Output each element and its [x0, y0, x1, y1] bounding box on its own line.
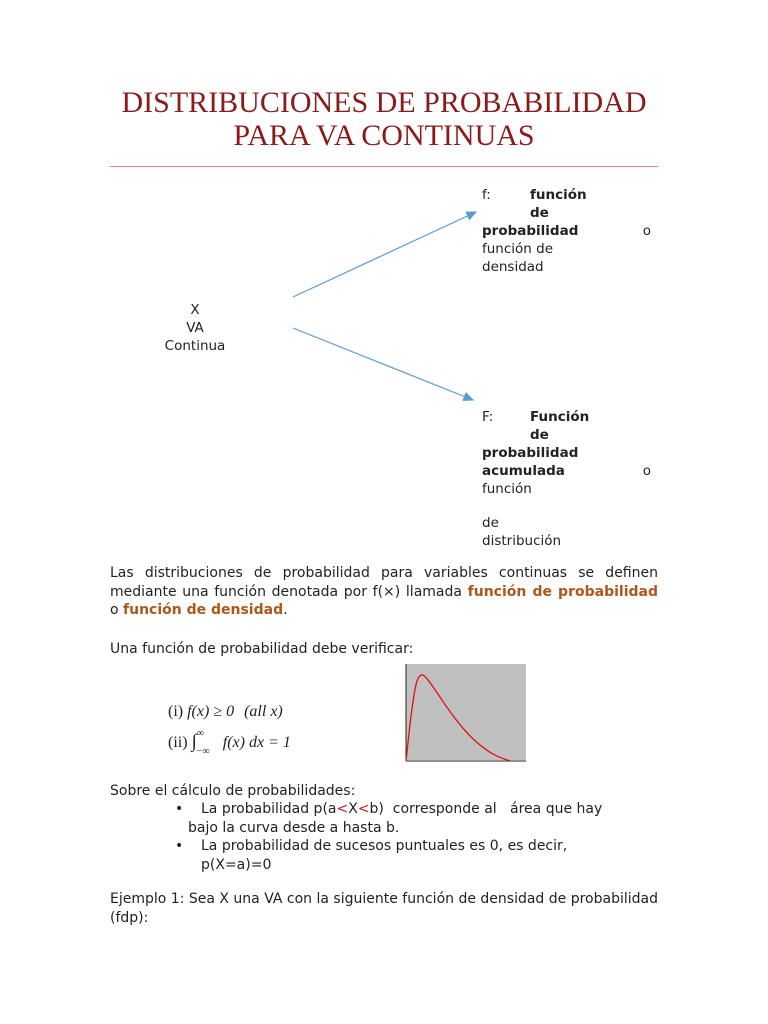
center-va: VA: [186, 320, 204, 336]
density-normal-2: densidad: [482, 259, 544, 275]
density-bold-3: probabilidad: [482, 223, 579, 239]
integral-sign: ∫: [191, 731, 197, 752]
distribution-normal-2: de: [482, 515, 499, 531]
diagram-density-node: [482, 186, 657, 276]
diagram-center-node: [150, 301, 240, 355]
density-symbol: f:: [482, 187, 491, 203]
bullet-point-probability: [175, 837, 659, 874]
distribution-normal-3: distribución: [482, 533, 562, 549]
diagram-distribution-node: [482, 408, 657, 550]
distribution-normal-1: función: [482, 481, 532, 497]
distribution-symbol: F:: [482, 409, 494, 425]
condition-1-expr: f(x) ≥ 0: [187, 703, 235, 720]
chart-background: [406, 664, 526, 760]
distribution-o: o: [642, 463, 651, 479]
bullet-1-part-c: b) corresponde al área que hay: [369, 801, 603, 817]
center-x: X: [190, 302, 200, 318]
integral-lower-limit: −∞: [196, 746, 210, 758]
arrow-to-density: [293, 212, 476, 297]
distribution-bold-2: de: [530, 427, 549, 443]
title-line-1: DISTRIBUCIONES DE PROBABILIDAD: [121, 86, 647, 119]
center-continua: Continua: [164, 338, 226, 354]
verify-paragraph: Una función de probabilidad debe verificar:: [110, 641, 414, 657]
condition-1-number: (i): [168, 703, 184, 720]
definition-text-a: Las distribuciones de probabilidad para variables continuas se definen mediante una función denotada por f(×) llamada: [110, 565, 658, 600]
bullet-interval-probability: [175, 800, 659, 837]
condition-2-number: (ii): [168, 734, 188, 751]
condition-1-domain: (all x): [244, 703, 283, 720]
condition-2-expr: f(x) dx = 1: [222, 734, 291, 751]
term-density-function: función de densidad: [123, 602, 284, 618]
probability-bullet-list: [175, 800, 659, 874]
term-probability-function: función de probabilidad: [467, 583, 658, 600]
definition-text-c: .: [283, 602, 288, 618]
density-bold-2: de: [530, 205, 549, 221]
bullet-2-line-1: La probabilidad de sucesos puntuales es 0, es decir,: [201, 838, 568, 854]
calc-heading: Sobre el cálculo de probabilidades:: [110, 783, 356, 799]
density-chart: [404, 664, 528, 764]
bullet-dot-1: •: [175, 801, 184, 817]
bullet-1-part-a: La probabilidad p(a: [201, 801, 337, 817]
example-paragraph: Ejemplo 1: Sea X una VA con la siguiente función de densidad de probabilidad (fdp):: [110, 891, 658, 926]
density-bold-1: función: [530, 187, 587, 203]
condition-2: [168, 728, 291, 758]
density-normal-1: función de: [482, 241, 554, 257]
bullet-dot-2: •: [175, 838, 184, 854]
bullet-1-part-b: X: [348, 801, 358, 817]
condition-1: [168, 702, 283, 722]
bullet-2-line-2: p(X=a)=0: [201, 856, 272, 873]
definition-text-b: o: [110, 602, 124, 618]
arrow-to-distribution: [293, 328, 473, 400]
density-o: o: [642, 223, 651, 239]
title-line-2: PARA VA CONTINUAS: [233, 119, 535, 152]
definition-paragraph: [110, 564, 658, 620]
bullet-1-line-2: bajo la curva desde a hasta b.: [188, 819, 400, 836]
less-than-1: <: [336, 801, 349, 817]
distribution-bold-4: acumulada: [482, 463, 565, 479]
distribution-bold-1: Función: [530, 409, 590, 425]
distribution-bold-3: probabilidad: [482, 445, 579, 461]
integral-upper-limit: ∞: [196, 728, 204, 740]
less-than-2: <: [357, 801, 370, 817]
